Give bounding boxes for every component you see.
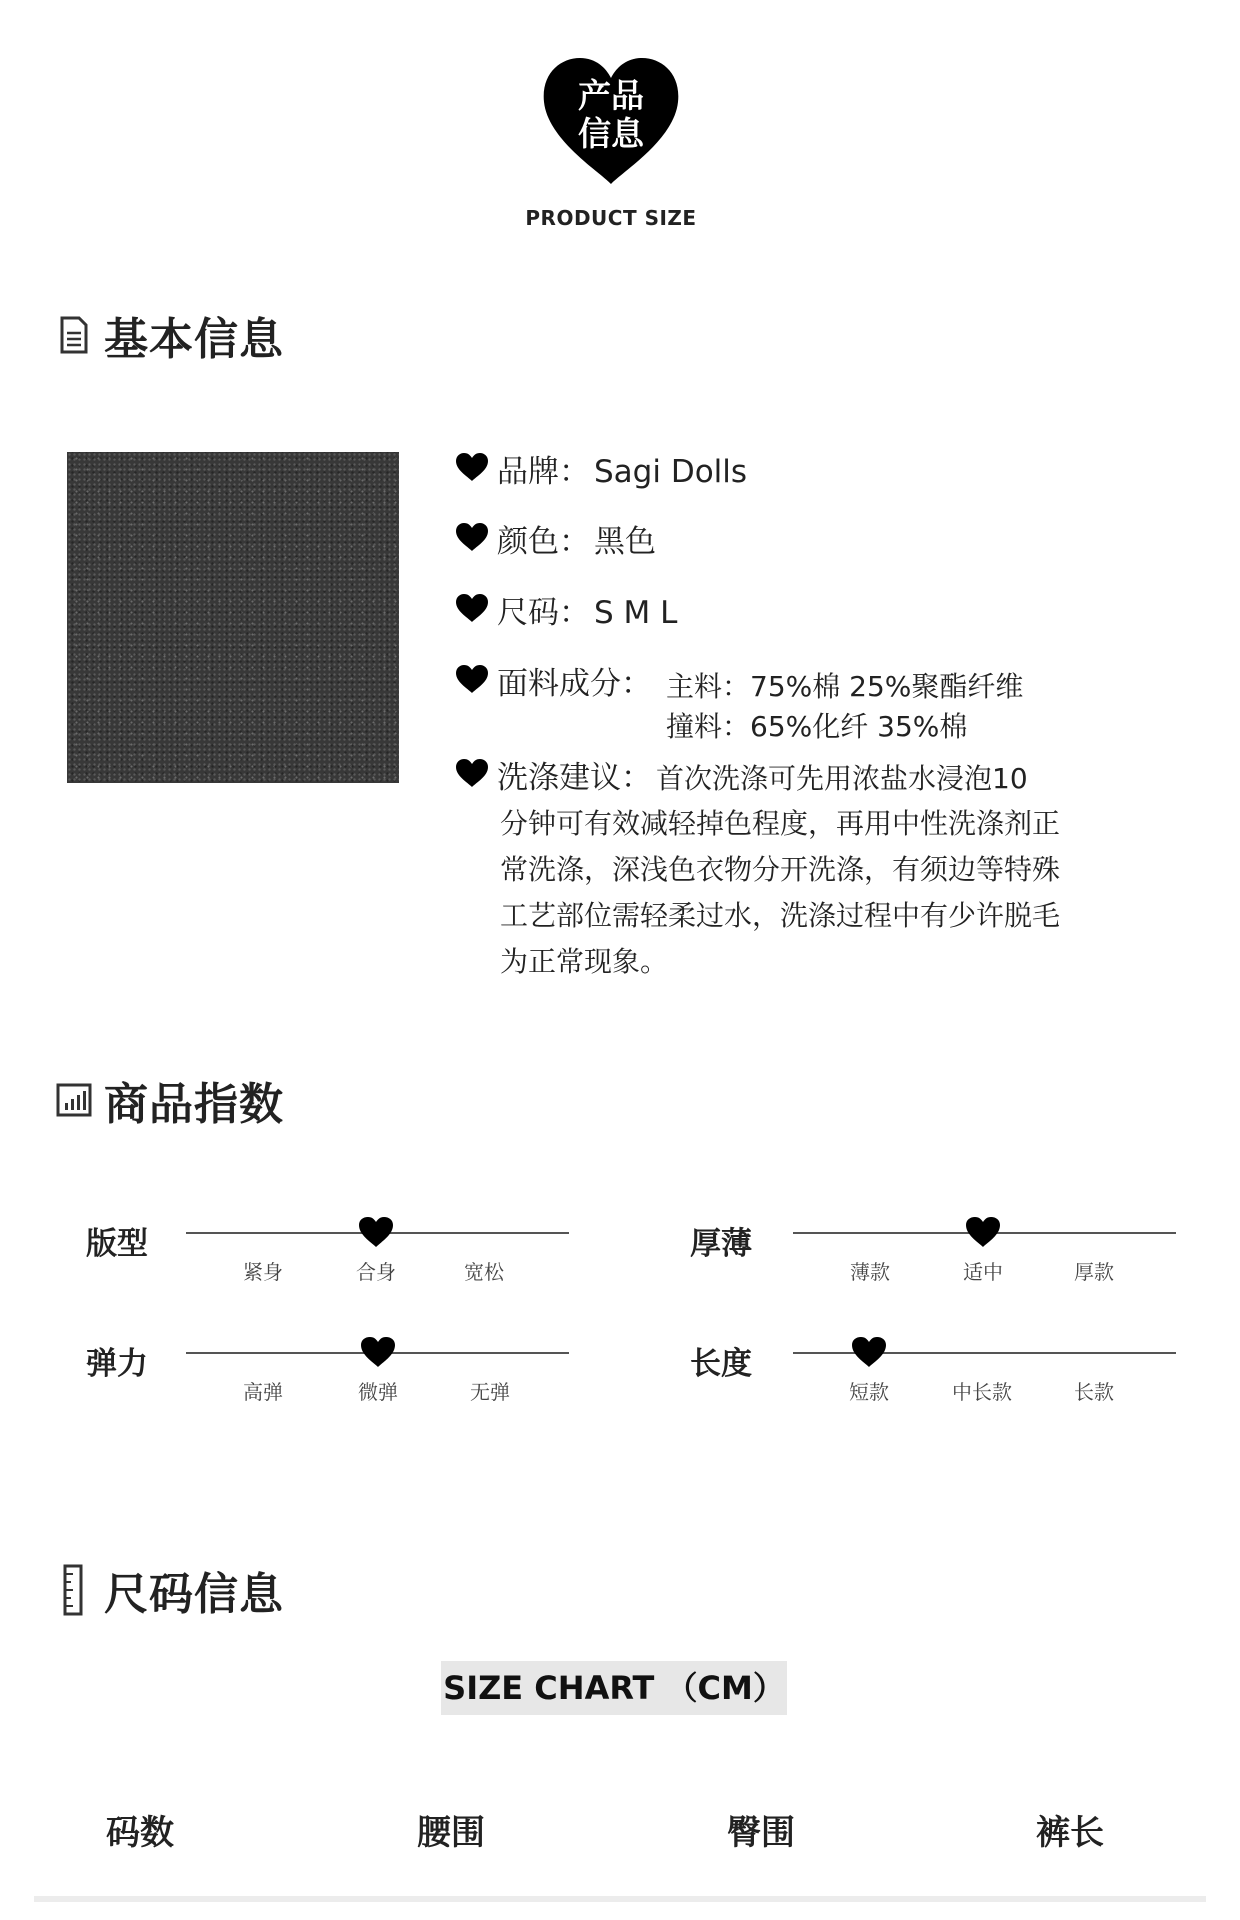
heart-bullet-icon <box>455 593 489 623</box>
heart-bullet-icon <box>455 664 489 694</box>
section-heading-index <box>56 1070 284 1130</box>
scale-marker-heart-icon <box>851 1336 887 1368</box>
column-header-hip: 臀围 <box>727 1813 795 1853</box>
info-value: 首次洗涤可先用浓盐水浸泡10 <box>656 762 1028 795</box>
info-item-fabric <box>455 664 656 704</box>
scale-option: 适中 <box>963 1260 1003 1284</box>
info-label: 洗涤建议： <box>497 760 652 796</box>
column-header-length: 裤长 <box>1036 1813 1104 1853</box>
info-value: S M L <box>594 595 678 631</box>
scale-option: 中长款 <box>952 1380 1012 1404</box>
badge-line-2: 信息 <box>578 114 644 153</box>
badge-line-1: 产品 <box>578 76 644 115</box>
fabric-accent: 撞料：65%化纤 35%棉 <box>666 710 968 743</box>
scale-option: 长款 <box>1074 1380 1114 1404</box>
size-chart-title: SIZE CHART （CM） <box>443 1669 785 1707</box>
scale-option: 厚款 <box>1074 1260 1114 1284</box>
badge-subtitle: PRODUCT SIZE <box>525 206 697 230</box>
info-value: Sagi Dolls <box>594 454 748 490</box>
fabric-main: 主料：75%棉 25%聚酯纤维 <box>666 670 1024 703</box>
info-label: 颜色： <box>497 524 590 560</box>
scale-option: 合身 <box>356 1260 396 1284</box>
bar-chart-icon <box>56 1080 92 1120</box>
info-value: 黑色 <box>594 524 656 560</box>
info-label: 品牌： <box>497 454 590 490</box>
scale-option: 紧身 <box>243 1260 283 1284</box>
scale-label: 长度 <box>690 1346 752 1382</box>
scale-option: 薄款 <box>850 1260 890 1284</box>
scale-marker-heart-icon <box>965 1216 1001 1248</box>
section-title: 尺码信息 <box>104 1569 284 1620</box>
column-header-waist: 腰围 <box>417 1813 485 1853</box>
document-icon <box>56 315 92 355</box>
section-title: 商品指数 <box>104 1079 284 1130</box>
scale-marker-heart-icon <box>358 1216 394 1248</box>
info-item-washing <box>455 758 1028 799</box>
heart-bullet-icon <box>455 452 489 482</box>
washing-advice-text: 分钟可有效减轻掉色程度，再用中性洗涤剂正常洗涤，深浅色衣物分开洗涤，有须边等特殊工艺部位需轻柔过水，洗涤过程中有少许脱毛为正常现象。 <box>500 807 1061 978</box>
section-title: 基本信息 <box>104 314 284 365</box>
info-item-brand <box>455 452 747 492</box>
section-heading-basic-info <box>56 305 284 365</box>
scale-label: 弹力 <box>86 1346 148 1382</box>
scale-option: 宽松 <box>464 1260 504 1284</box>
column-header-size: 码数 <box>106 1813 174 1853</box>
info-label: 尺码： <box>497 595 590 631</box>
heart-bullet-icon <box>455 758 489 788</box>
scale-option: 高弹 <box>243 1380 283 1404</box>
scale-label: 厚薄 <box>690 1226 752 1262</box>
section-heading-size-info <box>56 1560 284 1620</box>
info-item-color <box>455 522 656 562</box>
ruler-icon <box>56 1570 92 1610</box>
scale-option: 短款 <box>849 1380 889 1404</box>
scale-marker-heart-icon <box>360 1336 396 1368</box>
fabric-swatch-image <box>67 452 399 783</box>
scale-option: 无弹 <box>470 1380 510 1404</box>
info-label: 面料成分： <box>497 666 652 702</box>
product-info-badge <box>540 56 682 186</box>
info-item-size <box>455 593 677 633</box>
scale-label: 版型 <box>86 1226 148 1262</box>
scale-option: 微弹 <box>358 1380 398 1404</box>
heart-bullet-icon <box>455 522 489 552</box>
table-divider <box>34 1896 1206 1902</box>
